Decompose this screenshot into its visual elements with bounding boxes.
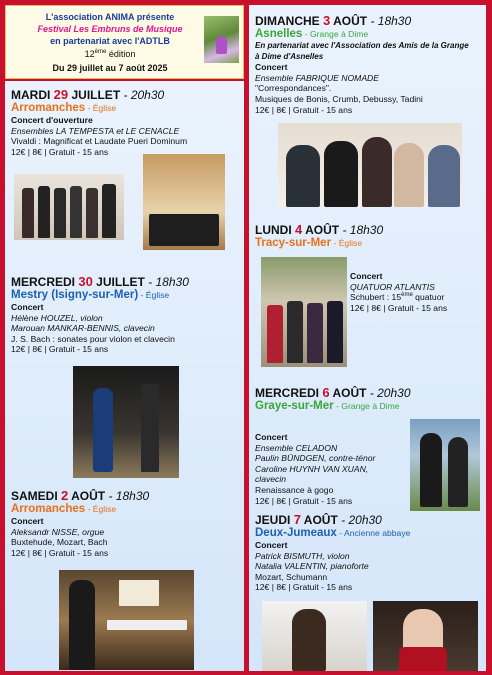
event-performers: Ensemble FABRIQUE NOMADE	[255, 72, 380, 83]
event-program: J. S. Bach : sonates pour violon et clavecin	[11, 333, 175, 344]
event-type: Concert	[11, 302, 44, 312]
event-type: Concert	[11, 516, 44, 526]
event-date: JEUDI 7 AOÛT - 20h30	[255, 512, 382, 527]
header-presenter: L'association ANIMA présente	[45, 12, 175, 22]
left-column	[5, 81, 244, 671]
event-program: Vivaldi : Magnificat et Laudate Pueri Dominum	[11, 136, 188, 147]
event-mestry-30	[11, 275, 241, 355]
event-date: DIMANCHE 3 AOÛT - 18h30	[255, 13, 412, 28]
header-dates: Du 29 juillet au 7 août 2025	[52, 63, 168, 73]
event-graye-6-details	[255, 432, 410, 506]
event-place: Graye-sur-Mer - Grange à Dime	[255, 400, 400, 412]
header-partner: en partenariat avec l'ADTLB	[50, 36, 170, 46]
pianist-photo	[373, 601, 478, 671]
event-performer: Caroline HUYNH VAN XUAN,	[255, 463, 369, 474]
event-type: Concert	[255, 62, 288, 73]
event-place: Asnelles - Grange à Dime	[255, 28, 369, 40]
event-partner: En partenariat avec l'Association des Amis de la Grange	[255, 41, 469, 50]
event-type: Concert	[350, 271, 383, 281]
church-choir-photo	[143, 154, 225, 250]
event-prices: 12€ | 8€ | Gratuit - 15 ans	[255, 582, 353, 593]
event-date: LUNDI 4 AOÛT - 18h30	[255, 222, 384, 237]
header-edition: 12ème édition	[84, 49, 136, 59]
event-type: Concert d'ouverture	[11, 115, 93, 125]
event-graye-6	[255, 386, 483, 413]
event-arromanches-2	[11, 489, 241, 558]
event-prices: 12€ | 8€ | Gratuit - 15 ans	[11, 146, 109, 157]
right-column	[249, 5, 486, 671]
event-prices: 12€ | 8€ | Gratuit - 15 ans	[11, 547, 109, 558]
event-prices: 12€ | 8€ | Gratuit - 15 ans	[350, 302, 448, 313]
fabrique-nomade-photo	[278, 123, 462, 207]
ensemble-photo	[14, 174, 124, 240]
event-prices: 12€ | 8€ | Gratuit - 15 ans	[255, 104, 353, 115]
event-program: Schubert : 15ème quatuor	[350, 292, 445, 303]
event-tracy-4-details	[350, 271, 484, 313]
event-partner: à Dime d'Asnelles	[255, 51, 324, 61]
event-place: Arromanches - Église	[11, 503, 117, 515]
event-place: Mestry (Isigny-sur-Mer) - Église	[11, 289, 170, 301]
event-place: Deux-Jumeaux - Ancienne abbaye	[255, 527, 411, 539]
event-performer-role: clavecin	[255, 474, 287, 485]
event-date: SAMEDI 2 AOÛT - 18h30	[11, 488, 150, 503]
event-place: Tracy-sur-Mer - Église	[255, 237, 363, 249]
event-program: Mozart, Schumann	[255, 571, 328, 582]
festival-title: Festival Les Embruns de Musique	[37, 24, 183, 34]
event-performers: Ensembles LA TEMPESTA et LE CENACLE	[11, 125, 180, 136]
event-performer: Hélène HOUZEL, violon	[11, 312, 103, 323]
event-performer: Marouan MANKAR-BENNIS, clavecin	[11, 323, 155, 334]
event-type: Concert	[255, 432, 288, 442]
event-prices: 12€ | 8€ | Gratuit - 15 ans	[11, 344, 109, 355]
event-performer: Aleksandr NISSE, orgue	[11, 526, 105, 537]
event-performer: Paulin BÜNDGEN, contre-ténor	[255, 453, 376, 464]
event-place: Arromanches - Église	[11, 102, 117, 114]
event-deux-jumeaux-7	[255, 513, 483, 593]
header-photo	[204, 16, 239, 63]
event-performers: Ensemble CELADON	[255, 442, 338, 453]
celadon-duo-photo	[410, 419, 480, 511]
event-arromanches-29	[11, 88, 241, 157]
organist-photo	[59, 570, 194, 670]
event-date: MARDI 29 JUILLET - 20h30	[11, 87, 165, 102]
event-asnelles-3	[255, 14, 483, 115]
event-prices: 12€ | 8€ | Gratuit - 15 ans	[255, 495, 353, 506]
event-performers: QUATUOR ATLANTIS	[350, 281, 435, 292]
event-tracy-4	[255, 223, 483, 250]
event-program: Musiques de Bonis, Crumb, Debussy, Tadini	[255, 93, 423, 104]
event-program: Buxtehude, Mozart, Bach	[11, 537, 108, 548]
festival-header	[5, 5, 244, 79]
violin-harpsichord-duo-photo	[73, 366, 179, 478]
event-date: MERCREDI 6 AOÛT - 20h30	[255, 385, 411, 400]
event-program-title: "Correspondances".	[255, 83, 332, 94]
event-type: Concert	[255, 540, 288, 550]
event-performer: Natalia VALENTIN, pianoforte	[255, 561, 369, 572]
violinist-photo	[262, 601, 367, 671]
event-date: MERCREDI 30 JUILLET - 18h30	[11, 274, 189, 289]
event-program: Renaissance à gogo	[255, 484, 334, 495]
quartet-photo	[261, 257, 347, 367]
event-performer: Patrick BISMUTH, violon	[255, 550, 350, 561]
